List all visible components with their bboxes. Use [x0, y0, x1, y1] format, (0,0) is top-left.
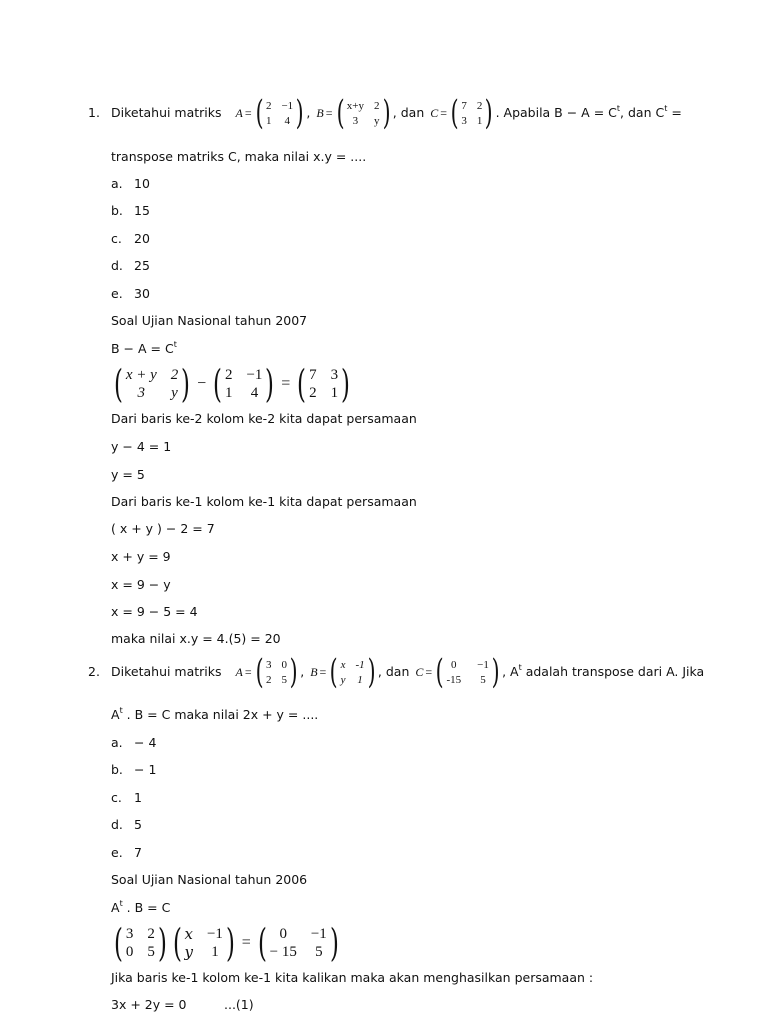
q1-step-8: x = 9 − 5 = 4	[111, 604, 198, 619]
q1-source: Soal Ujian Nasional tahun 2007	[111, 313, 308, 328]
q1-step-5: ( x + y ) − 2 = 7	[111, 521, 215, 536]
q2-step-2: 3x + 2y = 0 ...(1)	[111, 997, 254, 1012]
q1-eq-matrix-2: 2 −1 1 4	[224, 366, 263, 401]
q1-option-b[interactable]: b. 15	[111, 203, 150, 218]
q2-matrix-b: B = ( x -1 y 1 )	[310, 652, 376, 692]
q1-option-e[interactable]: e. 30	[111, 286, 150, 301]
q1-step-6: x + y = 9	[111, 549, 171, 564]
q1-matrix-equation: ( x + y 2 3 y ) − ( 2 −1 1 4 ) = ( 7 3 2 1 )	[113, 362, 350, 406]
q2-matrix-equation: ( 3 2 0 5 ) ( x −1 y 1 ) = ( 0 −1 − 15 5 )	[113, 921, 339, 965]
q1-equation-1: $B - A = C^t$	[111, 340, 177, 356]
q2-equation-1: $A^t$ . B = C	[111, 899, 171, 915]
q2-eq-matrix-2: x −1 y 1	[184, 924, 223, 961]
matrix-a: A = ( 2 −1 1 4 ) ,	[235, 93, 311, 133]
q2-intro: Diketahui matriks	[111, 664, 222, 679]
q2-condition: , $A^t$ adalah transpose dari A. Jika	[502, 663, 705, 679]
q1-eq-matrix-1: x + y 2 3 y	[125, 366, 179, 401]
question-number-1: 1.	[88, 105, 100, 120]
question-2-statement	[111, 651, 704, 693]
q2-matrix-c: C = ( 0 −1 -15 5 )	[415, 652, 500, 692]
question-number-2: 2.	[88, 664, 100, 679]
q2-eq-matrix-1: 3 2 0 5	[125, 925, 155, 960]
q2-eq-matrix-3: 0 −1 − 15 5	[269, 925, 327, 960]
q1-step-2: y − 4 = 1	[111, 439, 172, 454]
q1-statement-line2: transpose matriks C, maka nilai x.y = ....	[111, 149, 367, 164]
q2-dan: , dan	[377, 664, 410, 679]
q2-option-a[interactable]: a. − 4	[111, 735, 157, 750]
q2-statement-line2: $A^t$ . B = C maka nilai 2x + y = ....	[111, 706, 319, 722]
q2-option-e[interactable]: e. 7	[111, 845, 142, 860]
q1-step-7: x = 9 − y	[111, 577, 171, 592]
question-1-statement	[111, 92, 682, 134]
q1-intro: Diketahui matriks	[111, 105, 222, 120]
q1-step-4: Dari baris ke-1 kolom ke-1 kita dapat persamaan	[111, 494, 417, 509]
q2-option-d[interactable]: d. 5	[111, 817, 142, 832]
q2-source: Soal Ujian Nasional tahun 2006	[111, 872, 308, 887]
q1-eq-matrix-3: 7 3 2 1	[309, 366, 339, 401]
q2-option-c[interactable]: c. 1	[111, 790, 142, 805]
q1-step-3: y = 5	[111, 467, 145, 482]
q2-step-1: Jika baris ke-1 kolom ke-1 kita kalikan maka akan menghasilkan persamaan :	[111, 970, 594, 985]
q2-matrix-a: A = ( 3 0 2 5 ) ,	[235, 652, 305, 692]
q1-condition: . Apabila $B - A = C^t$, dan $C^t$ =	[495, 104, 682, 120]
q1-option-c[interactable]: c. 20	[111, 231, 150, 246]
matrix-c: C = ( 7 2 3 1 )	[430, 93, 493, 133]
q2-option-b[interactable]: b. − 1	[111, 762, 157, 777]
q1-option-d[interactable]: d. 25	[111, 258, 150, 273]
q1-dan: , dan	[392, 105, 425, 120]
q1-option-a[interactable]: a. 10	[111, 176, 150, 191]
q1-step-1: Dari baris ke-2 kolom ke-2 kita dapat persamaan	[111, 411, 417, 426]
q1-step-9: maka nilai x.y = 4.(5) = 20	[111, 631, 281, 646]
matrix-b: B = ( x+y 2 3 y )	[316, 93, 391, 133]
